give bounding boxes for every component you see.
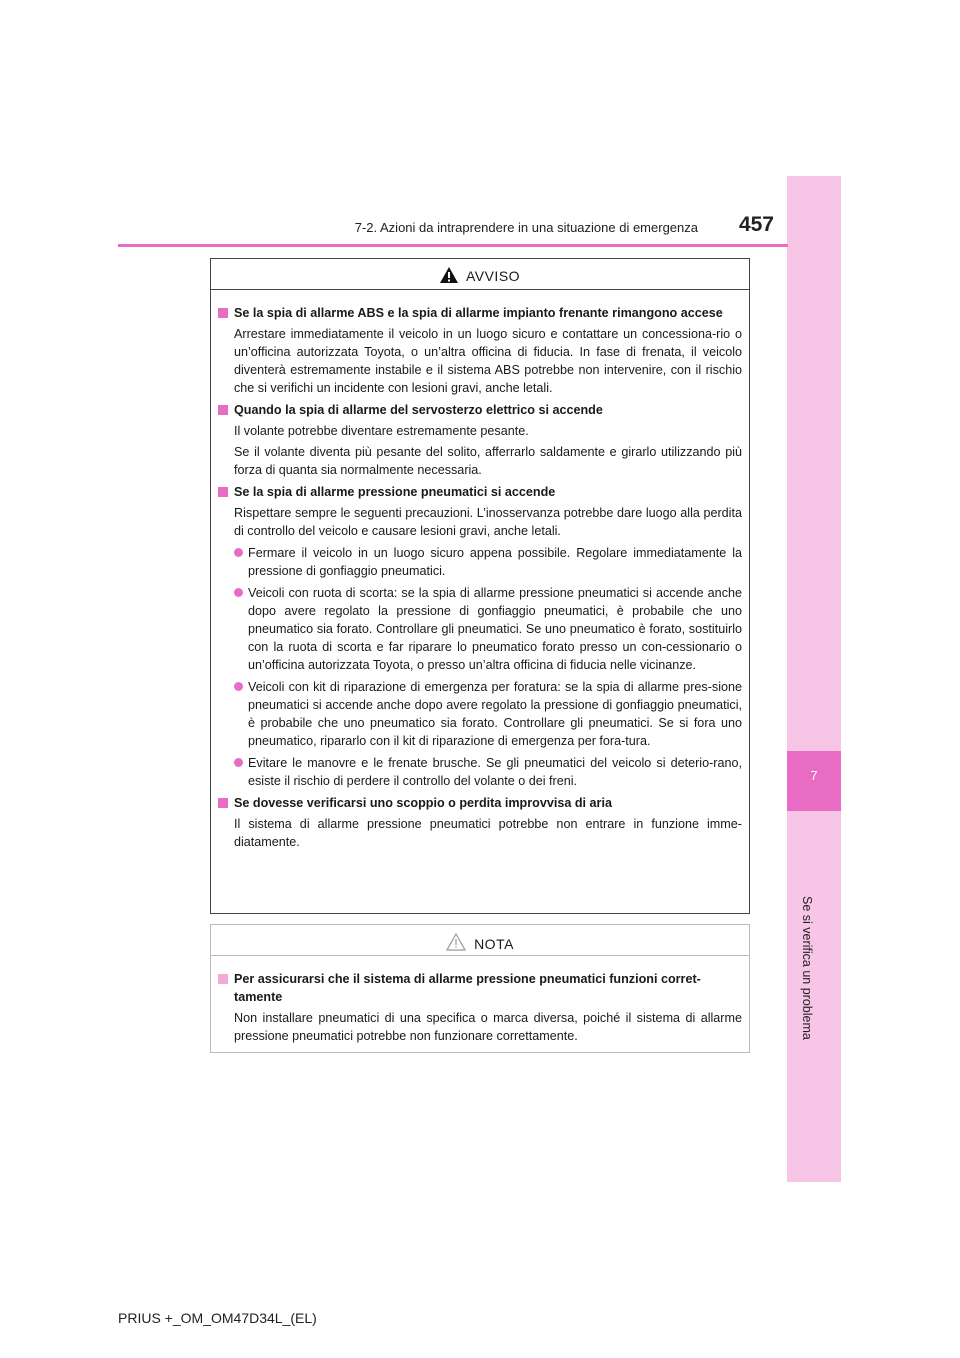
chapter-side-tab bbox=[787, 176, 841, 1182]
section-paragraph: Il volante potrebbe diventare estremamente pesante. bbox=[234, 424, 529, 438]
document-code: PRIUS +_OM_OM47D34L_(EL) bbox=[118, 1310, 317, 1326]
note-header bbox=[211, 925, 749, 956]
section-paragraph: Arrestare immediatamente il veicolo in un luogo sicuro e contattare un concessiona-rio o un’officina autorizzata Toyota, o un’altra officina di fiducia. In fase di frenata, il veicolo diventerà estremamente instabile e il sistema ABS potrebbe non intervenire, con il rischio che si verifichi un incidente con lesioni gravi, anche letali. bbox=[234, 327, 742, 395]
bullet-item: Veicoli con kit di riparazione di emergenza per foratura: se la spia di allarme pres-sione pneumatici si accende anche dopo avere regolato la pressione di gonfiaggio pneumatici, è probabile che uno pneumatico sia forato. Controllare gli pneumatici. Se si fora uno pneumatico, ripararlo con il kit di riparazione di emergenza per fora-tura. bbox=[218, 678, 742, 750]
caution-triangle-icon bbox=[446, 933, 466, 951]
section-paragraph: Se il volante diventa più pesante del solito, afferrarlo saldamente e girarlo utilizzando più forza di quanta sia normalmente necessaria. bbox=[234, 445, 742, 477]
chapter-number: 7 bbox=[810, 768, 818, 783]
section-heading: Se dovesse verificarsi uno scoppio o perdita improvvisa di aria bbox=[218, 794, 742, 812]
bullet-item: Evitare le manovre e le frenate brusche. Se gli pneumatici del veicolo si deterio-rano, esiste il rischio di perdere il controllo del volante o dei freni. bbox=[218, 754, 742, 790]
bullet-list bbox=[218, 544, 742, 790]
bullet-item: Fermare il veicolo in un luogo sicuro appena possibile. Regolare immediatamente la pressione di gonfiaggio pneumatici. bbox=[218, 544, 742, 580]
warning-box bbox=[210, 258, 750, 914]
header-divider bbox=[118, 244, 788, 247]
section-paragraph: Non installare pneumatici di una specifica o marca diversa, poiché il sistema di allarme pressione pneumatici potrebbe non funzionare correttamente. bbox=[234, 1011, 742, 1043]
section-paragraph: Il sistema di allarme pressione pneumatici potrebbe non entrare in funzione imme-diatamente. bbox=[234, 817, 742, 849]
page-number: 457 bbox=[738, 213, 774, 236]
chapter-title: Se si verifica un problema bbox=[800, 896, 814, 1040]
section-heading: Se la spia di allarme pressione pneumatici si accende bbox=[218, 483, 742, 501]
warning-header bbox=[211, 259, 749, 290]
warning-content bbox=[211, 290, 749, 851]
bullet-item: Veicoli con ruota di scorta: se la spia di allarme pressione pneumatici si accende anche dopo avere regolato la pressione di gonfiaggio pneumatici, è probabile che uno pneumatico sia forato. Controllare gli pneumatici. Se uno pneumatico è forato, sostituirlo con la ruota di scorta e far riparare lo pneumatico forato presso un con-cessionario o un’officina autorizzata Toyota, o presso un’altra officina di fiducia nelle vicinanze. bbox=[218, 584, 742, 674]
note-title: NOTA bbox=[474, 936, 514, 952]
section-heading: Se la spia di allarme ABS e la spia di allarme impianto frenante rimangono accese bbox=[218, 304, 742, 322]
section-heading: Quando la spia di allarme del servosterzo elettrico si accende bbox=[218, 401, 742, 419]
warning-title: AVVISO bbox=[465, 268, 521, 284]
note-box bbox=[210, 924, 750, 1053]
warning-triangle-icon bbox=[440, 267, 458, 283]
section-paragraph: Rispettare sempre le seguenti precauzioni. L’inosservanza potrebbe dare luogo alla perdita di controllo del veicolo e causare lesioni gravi, anche letali. bbox=[234, 506, 742, 538]
note-content bbox=[211, 956, 749, 1045]
section-heading: Per assicurarsi che il sistema di allarme pressione pneumatici funzioni corret-tamente bbox=[218, 970, 742, 1006]
section-title: 7-2. Azioni da intraprendere in una situazione di emergenza bbox=[354, 220, 698, 235]
